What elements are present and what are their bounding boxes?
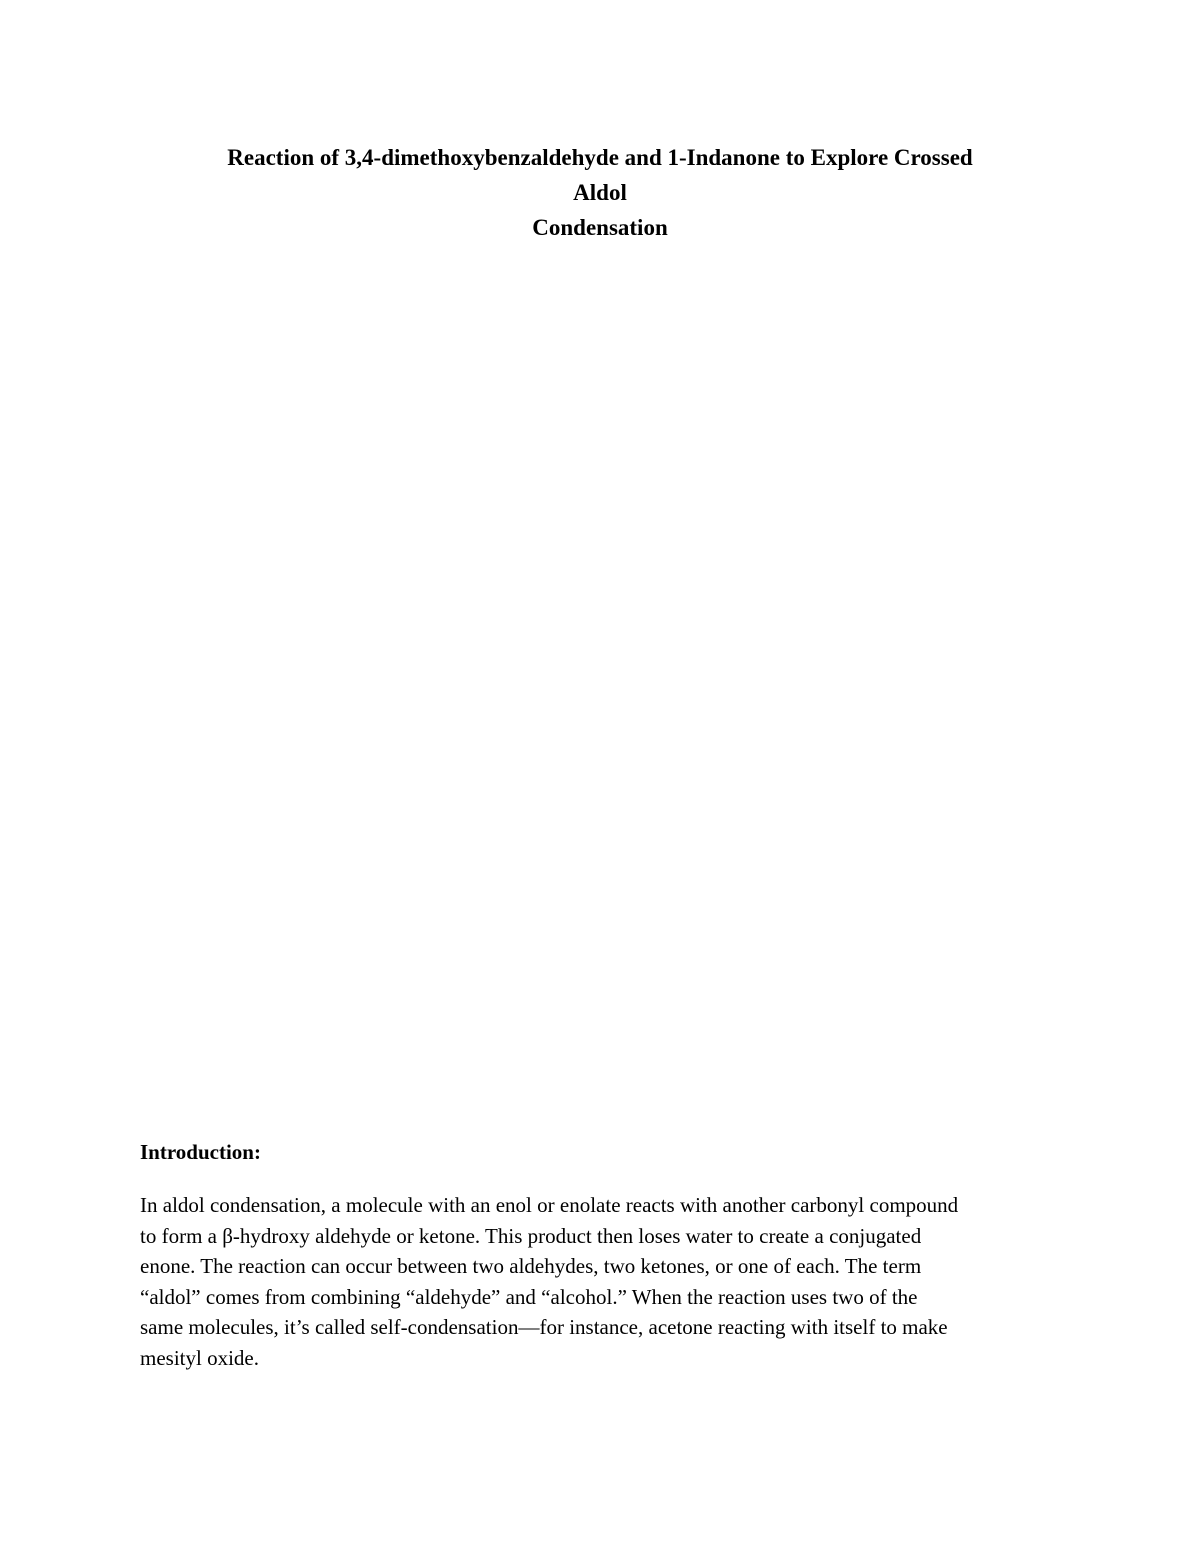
paragraph-line: same molecules, it’s called self-condensation—for instance, acetone reacting with itself to make bbox=[140, 1315, 948, 1339]
introduction-heading: Introduction: bbox=[140, 1140, 261, 1164]
title-line-1: Reaction of 3,4-dimethoxybenzaldehyde and 1-Indanone to Explore Crossed bbox=[227, 145, 973, 170]
paragraph-line: In aldol condensation, a molecule with an enol or enolate reacts with another carbonyl compound bbox=[140, 1193, 959, 1217]
title-line-2: Aldol bbox=[573, 180, 627, 205]
document-title bbox=[130, 140, 1070, 245]
paragraph-line: to form a β-hydroxy aldehyde or ketone. This product then loses water to create a conjugated bbox=[140, 1223, 922, 1248]
paragraph-line: “aldol” comes from combining “aldehyde” and “alcohol.” When the reaction uses two of the bbox=[140, 1284, 918, 1309]
title-line-3: Condensation bbox=[532, 215, 668, 240]
paragraph-line: mesityl oxide. bbox=[140, 1345, 259, 1370]
introduction-paragraph bbox=[140, 1190, 1070, 1373]
paragraph-line: enone. The reaction can occur between two aldehydes, two ketones, or one of each. The term bbox=[140, 1254, 922, 1278]
